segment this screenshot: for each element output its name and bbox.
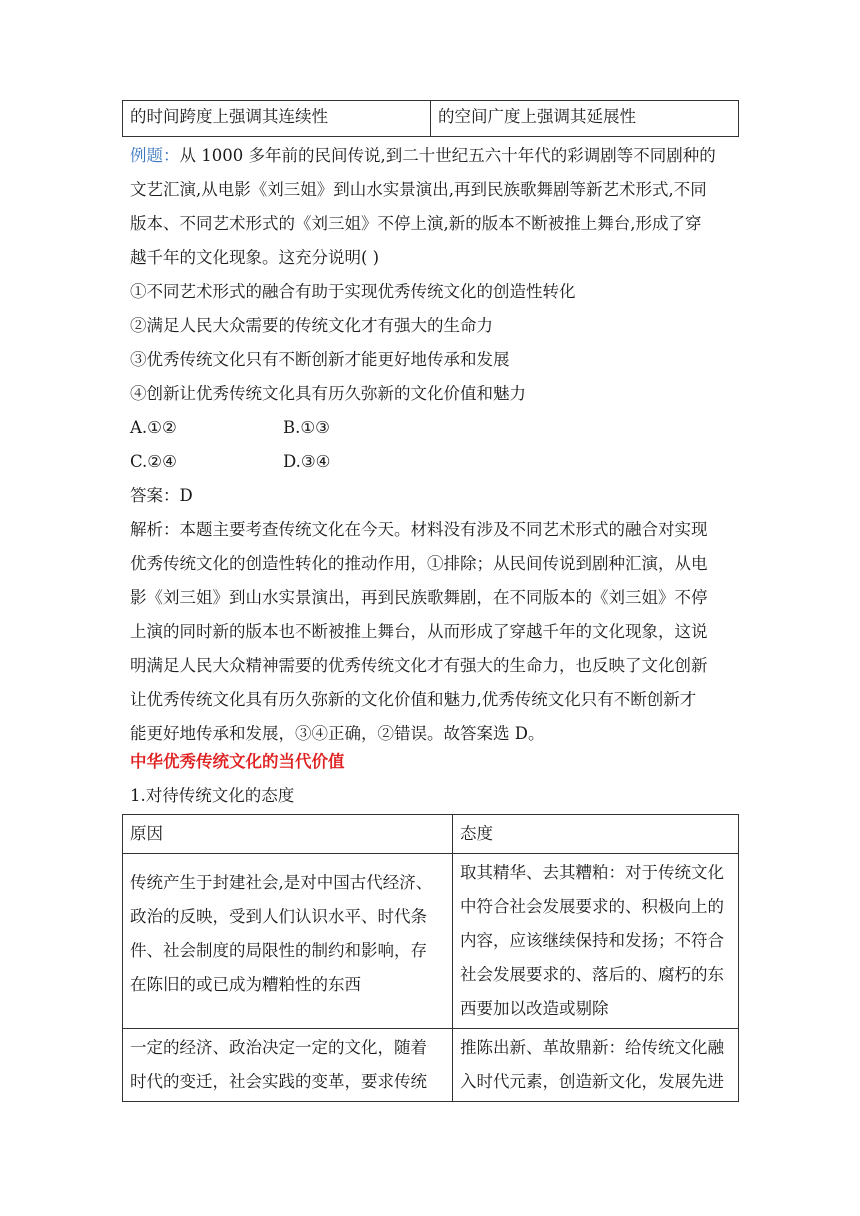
analysis-line-3: 影《刘三姐》到山水实景演出，再到民族歌舞剧，在不同版本的《刘三姐》不停 xyxy=(130,588,708,607)
statement-1: ①不同艺术形式的融合有助于实现优秀传统文化的创造性转化 xyxy=(130,282,576,301)
analysis-line-2: 优秀传统文化的创造性转化的推动作用，①排除；从民间传说到剧种汇演，从电 xyxy=(130,554,708,573)
attitude-line: 内容，应该继续保持和发扬；不符合 xyxy=(460,931,724,950)
analysis-line-6: 让优秀传统文化具有历久弥新的文化价值和魅力,优秀传统文化只有不断创新才 xyxy=(130,690,697,709)
reason-cell xyxy=(123,1029,453,1102)
example-text: 从 1000 多年前的民间传说,到二十世纪五六十年代的彩调剧等不同剧种的 xyxy=(179,146,716,165)
reason-line: 政治的反映，受到人们认识水平、时代条 xyxy=(130,907,427,926)
option-c: C.②④ xyxy=(130,452,177,471)
table-cell: 的时间跨度上强调其连续性 xyxy=(123,101,431,137)
section-subheading: 1.对待传统文化的态度 xyxy=(130,786,295,805)
analysis-line-7: 能更好地传承和发展，③④正确，②错误。故答案选 D。 xyxy=(130,724,545,743)
statement-2: ②满足人民大众需要的传统文化才有强大的生命力 xyxy=(130,316,493,335)
continuation-table xyxy=(122,100,739,137)
statement-3: ③优秀传统文化只有不断创新才能更好地传承和发展 xyxy=(130,350,510,369)
attitude-line: 中符合社会发展要求的、积极向上的 xyxy=(460,897,724,916)
analysis-line-4: 上演的同时新的版本也不断被推上舞台，从而形成了穿越千年的文化现象，这说 xyxy=(130,622,708,641)
example-line-3: 版本、不同艺术形式的《刘三姐》不停上演,新的版本不断被推上舞台,形成了穿 xyxy=(130,214,702,233)
attitude-cell xyxy=(453,1029,739,1102)
attitude-cell xyxy=(453,854,739,1029)
table-cell: 的空间广度上强调其延展性 xyxy=(431,101,739,137)
section-heading: 中华优秀传统文化的当代价值 xyxy=(130,752,345,771)
example-line-2: 文艺汇演,从电影《刘三姐》到山水实景演出,再到民族歌舞剧等新艺术形式,不同 xyxy=(130,180,707,199)
attitude-table xyxy=(122,814,739,1102)
reason-line: 件、社会制度的局限性的制约和影响，存 xyxy=(130,941,427,960)
attitude-line: 社会发展要求的、落后的、腐朽的东 xyxy=(460,965,724,984)
example-line-1 xyxy=(130,146,716,166)
reason-line: 一定的经济、政治决定一定的文化，随着 xyxy=(130,1038,427,1057)
attitude-line: 西要加以改造或剔除 xyxy=(460,999,609,1018)
attitude-line: 推陈出新、革故鼎新：给传统文化融 xyxy=(460,1038,724,1057)
column-header-reason: 原因 xyxy=(123,815,453,854)
analysis-line-1: 解析：本题主要考查传统文化在今天。材料没有涉及不同艺术形式的融合对实现 xyxy=(130,520,708,539)
analysis-line-5: 明满足人民大众精神需要的优秀传统文化才有强大的生命力，也反映了文化创新 xyxy=(130,656,708,675)
option-b: B.①③ xyxy=(283,418,330,437)
reason-line: 时代的变迁，社会实践的变革，要求传统 xyxy=(130,1072,427,1091)
table-row xyxy=(123,854,739,1029)
attitude-line: 取其精华、去其糟粕：对于传统文化 xyxy=(460,863,724,882)
statement-4: ④创新让优秀传统文化具有历久弥新的文化价值和魅力 xyxy=(130,384,526,403)
reason-line: 在陈旧的或已成为糟粕性的东西 xyxy=(130,975,361,994)
example-label: 例题： xyxy=(130,146,180,165)
example-line-4: 越千年的文化现象。这充分说明( ) xyxy=(130,248,380,267)
column-header-attitude: 态度 xyxy=(453,815,739,854)
table-row xyxy=(123,101,739,137)
table-row xyxy=(123,1029,739,1102)
option-d: D.③④ xyxy=(283,452,331,471)
reason-cell xyxy=(123,854,453,1029)
option-a: A.①② xyxy=(130,418,177,437)
reason-line: 传统产生于封建社会,是对中国古代经济、 xyxy=(130,873,433,892)
table-header-row xyxy=(123,815,739,854)
answer: 答案：D xyxy=(130,486,193,505)
attitude-line: 入时代元素，创造新文化，发展先进 xyxy=(460,1072,724,1091)
